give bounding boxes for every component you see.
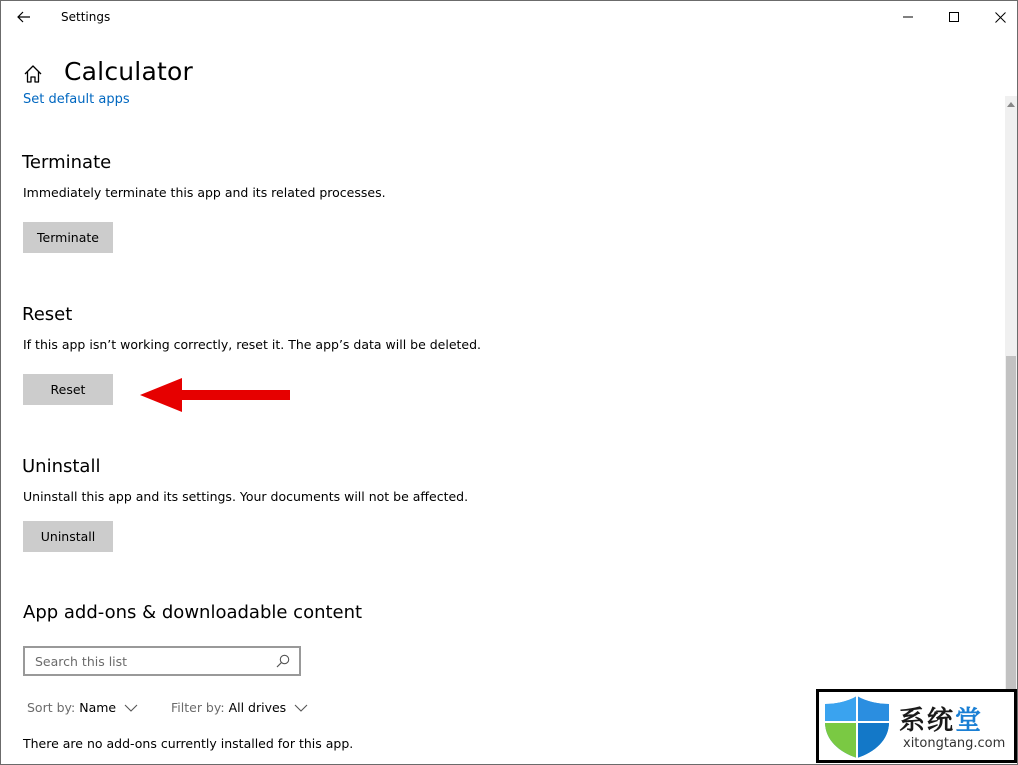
terminate-description: Immediately terminate this app and its related processes. [23,185,386,200]
reset-heading: Reset [22,304,73,325]
chevron-down-icon [124,703,138,713]
scroll-up-button[interactable] [1005,96,1017,112]
title-bar [1,1,1017,33]
uninstall-heading: Uninstall [22,456,101,477]
home-icon[interactable] [22,63,44,85]
chevron-down-icon [294,703,308,713]
filter-dropdown[interactable] [171,700,308,715]
close-icon [995,12,1006,23]
site-watermark [816,689,1017,763]
uninstall-button[interactable]: Uninstall [23,521,113,552]
no-addons-message: There are no add-ons currently installed for this app. [23,736,354,751]
set-default-apps-link[interactable]: Set default apps [23,92,130,107]
maximize-icon [949,12,959,22]
red-arrow-annotation [138,376,294,414]
back-arrow-icon [17,11,31,23]
filter-label: Filter by: [171,700,225,715]
sort-dropdown[interactable] [27,700,138,715]
minimize-icon [903,12,913,22]
filter-value: All drives [228,700,287,715]
watermark-brand [899,700,983,737]
watermark-url: xitongtang.com [903,736,1006,751]
search-input[interactable] [25,653,273,670]
shield-logo-icon [821,692,893,760]
close-button[interactable] [977,1,1018,33]
scroll-thumb[interactable] [1006,356,1016,696]
caret-up-icon [1007,102,1015,107]
window-title: Settings [61,10,111,24]
watermark-brand-accent: 堂 [955,706,984,736]
page-title: Calculator [64,57,193,86]
minimize-button[interactable] [885,1,931,33]
sort-label: Sort by: [27,700,76,715]
search-box [23,646,301,676]
addons-heading: App add-ons & downloadable content [23,602,363,623]
search-icon[interactable] [273,651,293,671]
maximize-button[interactable] [931,1,977,33]
terminate-button[interactable]: Terminate [23,222,113,253]
reset-button[interactable]: Reset [23,374,113,405]
uninstall-description: Uninstall this app and its settings. Your documents will not be affected. [23,489,469,504]
vertical-scrollbar[interactable] [1005,96,1017,696]
sort-value: Name [79,700,117,715]
reset-description: If this app isn’t working correctly, reset it. The app’s data will be deleted. [23,337,482,352]
back-button[interactable] [11,5,37,29]
watermark-brand-main: 系统 [899,706,956,736]
terminate-heading: Terminate [22,152,112,173]
